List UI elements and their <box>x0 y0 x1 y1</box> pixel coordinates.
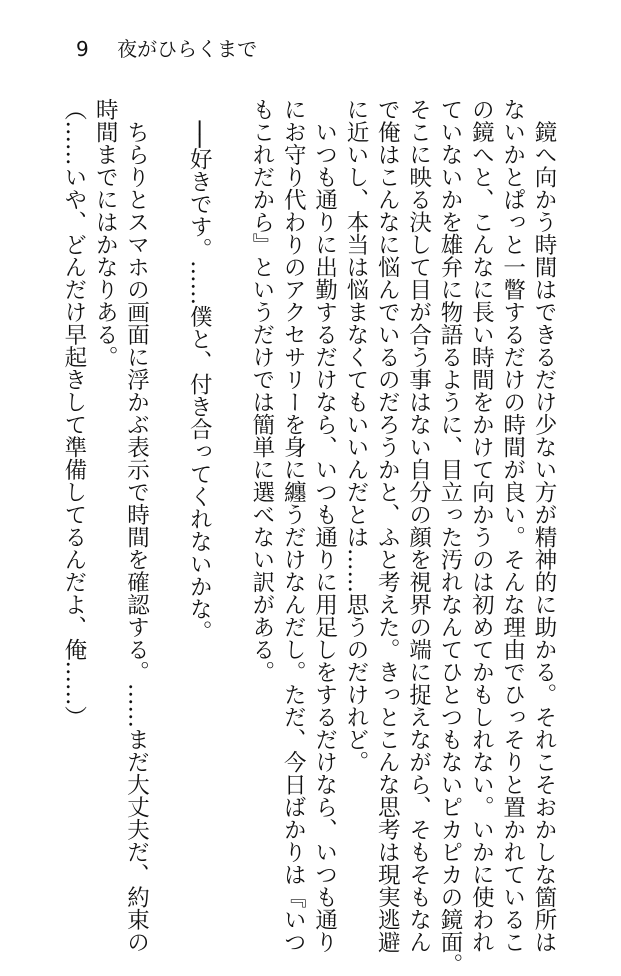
vertical-body-text <box>58 98 560 976</box>
text-line: 時間までにはかなりある。 <box>92 98 119 368</box>
blank-line <box>214 98 245 838</box>
text-line: （……いや、どんだけ早起きして準備してるんだよ、俺……） <box>60 98 87 728</box>
text-line: そこに映る決して目が合う事はない自分の顔を視界の端に捉えながら、そもそもなん <box>405 98 432 953</box>
text-line: ちらりとスマホの画面に浮かぶ表示で時間を確認する。……まだ大丈夫だ、約束の <box>123 98 150 953</box>
text-line: ──好きです。……僕と、付き合ってくれないかな。 <box>186 98 213 643</box>
text-line: 鏡へ向かう時間はできるだけ少ない方が精神的に助かる。それこそおかしな箇所は <box>531 98 557 953</box>
running-header <box>76 37 257 61</box>
page-number: 9 <box>76 37 89 61</box>
text-line: に近いし、本当は悩まなくてもいいんだとは……思うのだけれど。 <box>342 98 369 773</box>
text-line: ないかとぱっと一瞥するだけの時間が良い。そんな理由でひっそりと置かれているこ <box>499 98 526 953</box>
text-line: で俺はこんなに悩んでいるのだろうかと、ふと考えた。きっとこんな思考は現実逃避 <box>374 98 401 953</box>
chapter-title: 夜がひらくまで <box>117 37 258 61</box>
text-line: ていないかを雄弁に物語るように、目立った汚れなんてひとつもないピカピカの鏡面。 <box>436 98 463 976</box>
text-line: いつも通りに出勤するだけなら、いつも通りに用足しをするだけなら、いつも通り <box>311 98 338 953</box>
blank-line <box>152 98 183 838</box>
text-line: の鏡へと、こんなに長い時間をかけて向かうのは初めてかもしれない。いかに使われ <box>468 98 495 953</box>
text-line: にお守り代わりのアクセサリーを身に纏うだけなんだし。ただ、今日ばかりは『いつ <box>280 98 307 953</box>
text-line: もこれだから』というだけでは簡単に選べない訳がある。 <box>248 98 275 683</box>
